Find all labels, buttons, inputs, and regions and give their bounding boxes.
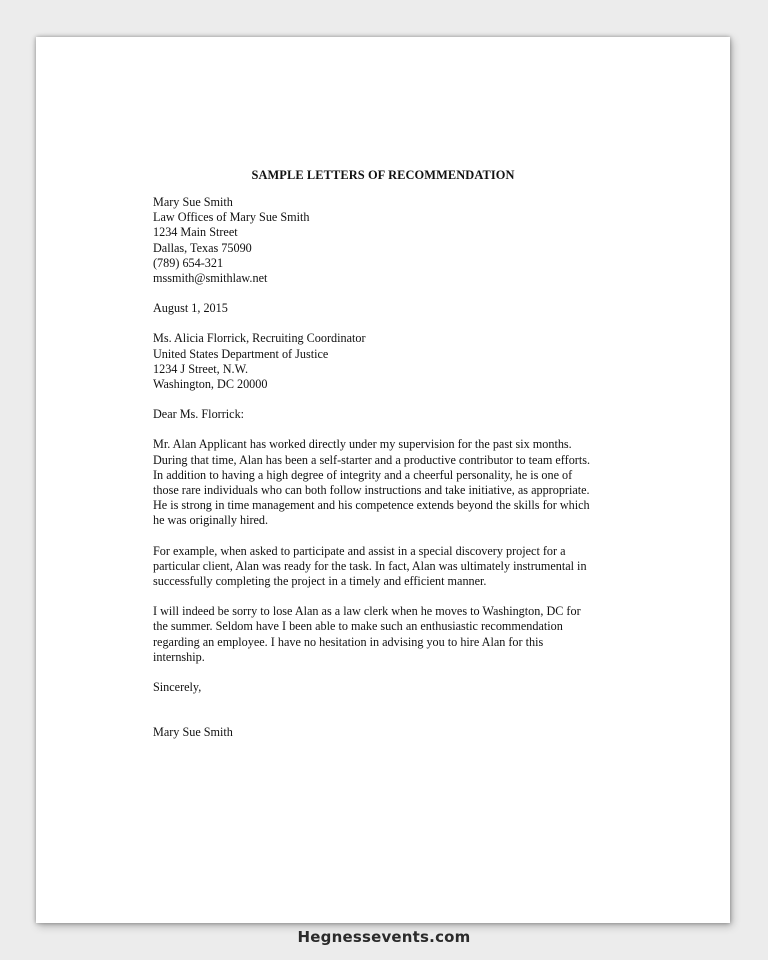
signature-block: [153, 725, 633, 740]
recipient-name: Ms. Alicia Florrick, Recruiting Coordinator: [153, 331, 366, 346]
document-title: SAMPLE LETTERS OF RECOMMENDATION: [251, 168, 515, 182]
paragraph-line: During that time, Alan has been a self-starter and a productive contributor to team efforts.: [153, 452, 591, 467]
paragraph-line: In addition to having a high degree of integrity and a cheerful personality, he is one of: [153, 467, 573, 482]
paragraph-line: Mr. Alan Applicant has worked directly under my supervision for the past six months.: [153, 437, 572, 452]
paragraph-1: [153, 437, 633, 528]
letter-page: [36, 37, 730, 923]
paragraph-line: successfully completing the project in a timely and efficient manner.: [153, 574, 487, 589]
recipient-organization: United States Department of Justice: [153, 346, 329, 361]
sender-name: Mary Sue Smith: [153, 195, 233, 209]
letter-body: [153, 195, 633, 755]
salutation-block: [153, 407, 633, 422]
sender-city: Dallas, Texas 75090: [153, 240, 252, 255]
sender-email: mssmith@smithlaw.net: [153, 271, 268, 286]
sender-address: [153, 195, 633, 286]
paragraph-2: [153, 544, 633, 590]
recipient-address: [153, 331, 633, 392]
paragraph-3: [153, 604, 633, 665]
sender-phone: (789) 654-321: [153, 255, 224, 270]
paragraph-line: regarding an employee. I have no hesitation in advising you to hire Alan for this: [153, 634, 544, 649]
paragraph-line: For example, when asked to participate and assist in a special discovery project for a: [153, 543, 566, 558]
sender-street: 1234 Main Street: [153, 225, 238, 240]
closing: Sincerely,: [153, 680, 202, 695]
paragraph-line: he was originally hired.: [153, 513, 269, 528]
site-watermark: Hegnessevents.com: [297, 928, 471, 946]
closing-block: [153, 680, 633, 695]
paragraph-line: I will indeed be sorry to lose Alan as a law clerk when he moves to Washington, DC for: [153, 604, 581, 619]
letter-date-block: [153, 301, 633, 316]
recipient-city: Washington, DC 20000: [153, 377, 268, 392]
paragraph-line: internship.: [153, 649, 205, 664]
paragraph-line: those rare individuals who can both follow instructions and take initiative, as appropriate.: [153, 483, 590, 498]
paragraph-line: He is strong in time management and his competence extends beyond the skills for which: [153, 498, 590, 513]
signature-space: [153, 710, 633, 725]
salutation: Dear Ms. Florrick:: [153, 407, 245, 422]
signature-name: Mary Sue Smith: [153, 725, 233, 740]
recipient-street: 1234 J Street, N.W.: [153, 361, 249, 376]
sender-firm: Law Offices of Mary Sue Smith: [153, 210, 310, 225]
paragraph-line: the summer. Seldom have I been able to make such an enthusiastic recommendation: [153, 619, 563, 634]
letter-date: August 1, 2015: [153, 301, 228, 316]
paragraph-line: particular client, Alan was ready for the task. In fact, Alan was ultimately instrumental in: [153, 558, 587, 573]
